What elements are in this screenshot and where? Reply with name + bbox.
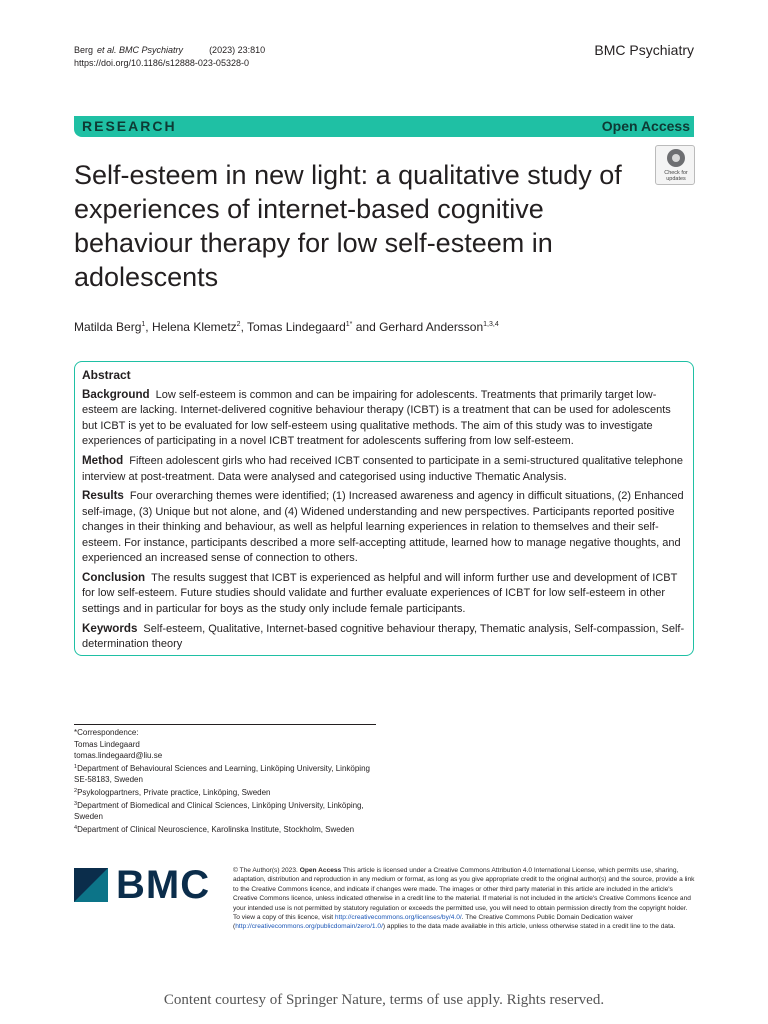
license-text-3: ) applies to the data made available in this article, unless otherwise stated in a credit line to the data.: [382, 923, 676, 931]
citation-header: [74, 44, 269, 70]
author-affiliation: 1: [141, 321, 146, 328]
author-and: and: [352, 320, 380, 334]
doi-link[interactable]: https://doi.org/10.1186/s12888-023-05328-0: [74, 58, 249, 68]
affiliation-3: [74, 799, 374, 823]
abstract-heading: Abstract: [82, 368, 131, 382]
author-name[interactable]: Helena Klemetz: [151, 320, 237, 334]
license-copyright: © The Author(s) 2023.: [233, 867, 298, 874]
license-open-access: Open Access: [299, 867, 342, 874]
affiliation-number: 2: [74, 787, 78, 794]
results-label: Results: [82, 489, 124, 503]
license-text-1: This article is licensed under a Creative Commons Attribution 4.0 International License, which permits use, sharing, adaptation, distribution and reproduction in any medium or format, as long as you give appropriate credit to the original author(s) and the source, provide a link to the Creative Commons licence, and indicate if changes were made. The images or other third party material in this article are included in the article's Creative Commons licence, unless indicated otherwise in a credit line to the material. If material is not included in the article's Creative Commons licence and your intended use is not permitted by statutory regulation or exceeds the permitted use, you will need to obtain permission directly from the copyright holder. To view a copy of this licence, visit: [233, 867, 695, 922]
cite-year-volume: (2023) 23:810: [209, 45, 266, 55]
affiliation-text: Psykologpartners, Private practice, Linköping, Sweden: [77, 787, 271, 797]
footnote-divider: [74, 724, 376, 725]
author-affiliation: 2: [236, 321, 241, 328]
background-text: Low self-esteem is common and can be impairing for adolescents. Treatments that primarily target low-esteem are lacking. Internet-delivered cognitive behaviour therapy (ICBT) is a treatment that can be used for adolescents but ICBT is yet to be evaluated for low self-esteem using qualitative methods. The aim of this study was to investigate experiences of participating in a novel ICBT treatment for adolescents suffering from low self-esteem.: [82, 389, 671, 448]
author-list: [74, 316, 499, 336]
method-text: Fifteen adolescent girls who had received ICBT consented to participate in a semi-structured qualitative telephone interview at post-treatment. Data were analysed and categorised using inductive Thematic Analysis.: [82, 455, 683, 483]
article-title: Self-esteem in new light: a qualitative study of experiences of internet-based cognitive behaviour therapy for low self-esteem in adolescents: [74, 160, 622, 292]
bmc-logo-mark-icon: [74, 868, 108, 902]
abstract-results: [82, 488, 686, 566]
affiliation-text: Department of Biomedical and Clinical Sciences, Linköping University, Linköping, Sweden: [74, 800, 364, 822]
courtesy-footer: Content courtesy of Springer Nature, terms of use apply. Rights reserved.: [163, 992, 605, 1008]
correspondence-label: *Correspondence:: [74, 728, 139, 737]
results-text: Four overarching themes were identified; (1) Increased awareness and agency in difficult situations, (2) Enhanced self-image, (3) Unique but not alone, and (4) Widened understanding and new perspectives. Participants reported positive changes in their thinking and behaviour, as well as helpful learning experiences in relation to themselves and their self-esteem. For instance, participants described a more self-accepting attitude, learned how to manage negative thoughts, and experienced an increased sense of connection to others.: [82, 490, 684, 565]
affiliation-text: Department of Clinical Neuroscience, Karolinska Institute, Stockholm, Sweden: [77, 824, 355, 834]
journal-name: BMC Psychiatry: [594, 42, 694, 58]
cite-journal: BMC Psychiatry: [119, 45, 184, 55]
affiliation-number: 3: [74, 800, 78, 807]
conclusion-text: The results suggest that ICBT is experienced as helpful and will inform further use and development of ICBT for low self-esteem. Future studies should validate and further evaluate experiences of ICBT for low self-esteem in other settings and in particular for boys as the study only include female participants.: [82, 571, 678, 615]
keywords-label: Keywords: [82, 621, 138, 635]
license-link-cc-by[interactable]: http://creativecommons.org/licenses/by/4.0/: [334, 914, 462, 922]
correspondence-name: Tomas Lindegaard: [74, 739, 140, 749]
author-name[interactable]: Matilda Berg: [74, 320, 142, 334]
background-label: Background: [82, 388, 150, 401]
affiliation-1: [74, 762, 374, 786]
affiliation-text: Department of Behavioural Sciences and Learning, Linköping University, Linköping SE-58183, Sweden: [74, 763, 370, 785]
license-text-2: . The Creative Commons Public Domain Dedication waiver (: [233, 914, 634, 931]
bmc-logo: [74, 863, 214, 907]
bmc-logo-text: BMC: [116, 863, 211, 907]
article-type-banner: [74, 116, 694, 137]
affiliation-number: 1: [74, 763, 78, 770]
author-name[interactable]: Gerhard Andersson: [379, 320, 484, 334]
keywords-text: Self-esteem, Qualitative, Internet-based cognitive behaviour therapy, Thematic analysis, Self-compassion, Self-determination theory: [82, 622, 685, 651]
check-updates-line1: Check for: [664, 170, 688, 176]
affiliation-4: [74, 823, 374, 836]
license-statement: [233, 866, 695, 932]
conclusion-label: Conclusion: [82, 570, 146, 584]
article-type-label: RESEARCH: [82, 118, 177, 134]
author-separator: ,: [240, 320, 248, 334]
author-affiliation: 1,3,4: [483, 321, 499, 328]
abstract-conclusion: [82, 570, 686, 617]
cite-etal: et al.: [97, 45, 117, 55]
abstract-method: [82, 453, 686, 485]
check-updates-line2: updates: [666, 176, 686, 182]
check-updates-icon: [667, 149, 685, 167]
abstract-box: [74, 361, 694, 656]
cite-author: Berg: [74, 45, 94, 55]
affiliation-number: 4: [74, 824, 78, 831]
author-separator: ,: [145, 320, 152, 334]
author-name[interactable]: Tomas Lindegaard: [247, 320, 346, 334]
correspondence-email[interactable]: tomas.lindegaard@liu.se: [74, 751, 163, 761]
license-link-cc-zero[interactable]: http://creativecommons.org/publicdomain/zero/1.0/: [235, 923, 383, 931]
open-access-label: Open Access: [601, 118, 690, 134]
footnotes: [74, 727, 374, 835]
check-for-updates-badge[interactable]: [655, 145, 695, 185]
abstract-keywords: [82, 621, 686, 653]
affiliation-2: [74, 786, 374, 799]
method-label: Method: [82, 454, 124, 468]
abstract-background: [82, 387, 686, 450]
author-affiliation: 1*: [345, 321, 353, 328]
